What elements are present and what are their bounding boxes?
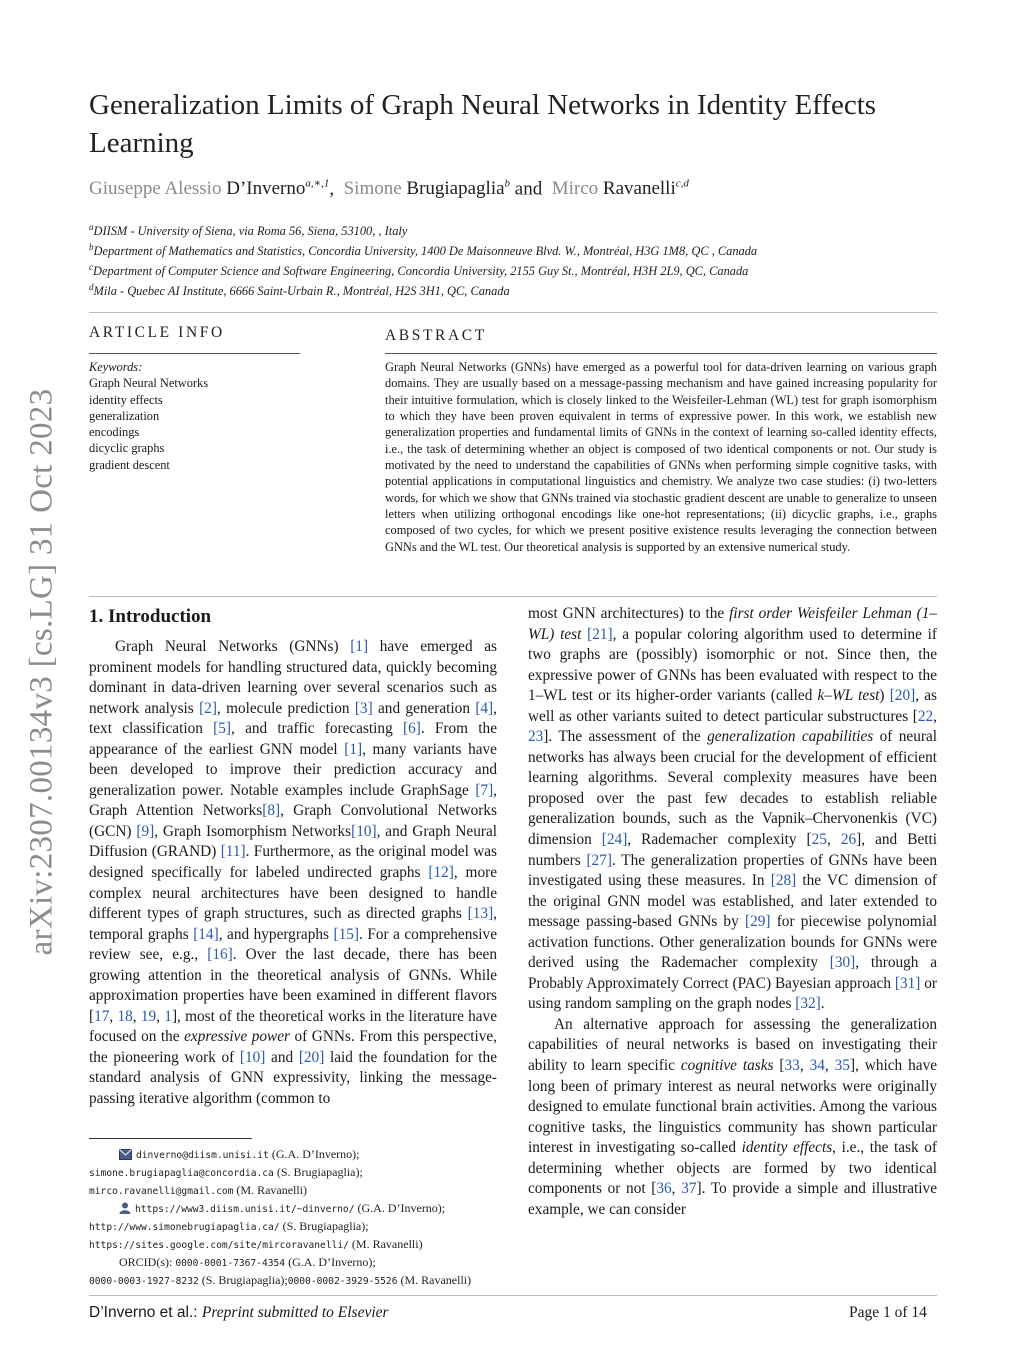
citation-link[interactable]: 1 [164, 1007, 172, 1025]
email-link[interactable]: simone.brugiapaglia@concordia.ca [89, 1168, 274, 1179]
citation-link[interactable]: [1] [344, 740, 363, 758]
citation-link[interactable]: [10] [351, 822, 377, 840]
emphasis-text: identity effects [741, 1139, 833, 1157]
citation-link[interactable]: [3] [354, 699, 373, 717]
affiliation-a: $^a$DIISM - University of Siena, via Roma 56, Siena, 53100, , Italy [89, 222, 408, 239]
footnote-orcid-line: 0000-0003-1927-8232 (S. Brugiapaglia);0000-0002-3929-5526 (M. Ravanelli) [89, 1273, 472, 1287]
abstract-heading: ABSTRACT [385, 327, 487, 344]
section-heading-introduction: 1. Introduction [89, 606, 212, 627]
emphasis-text: expressive power [184, 1028, 291, 1046]
citation-link[interactable]: [8] [262, 802, 281, 820]
citation-link[interactable]: 33 [784, 1057, 800, 1075]
citation-link[interactable]: 23 [528, 728, 544, 746]
footer-running-head [89, 1304, 389, 1322]
abstract-rule [385, 353, 937, 354]
citation-link[interactable]: [11] [220, 843, 246, 861]
keyword: Graph Neural Networks [89, 376, 209, 391]
email-icon [119, 1149, 132, 1160]
citation-link[interactable]: 35 [834, 1057, 850, 1075]
email-link[interactable]: mirco.ravanelli@gmail.com [89, 1186, 234, 1197]
body-column-right [528, 604, 937, 1220]
abstract-text: Graph Neural Networks (GNNs) have emerged as a powerful tool for data-driven learning on various graph domains. They are usually based on a message-passing mechanism and have gained increasing popularity for their intuitive formulation, which is closely linked to the Weisfeiler-Lehman (WL) test for graph isomorphism to which they have been proven equivalent in terms of expressive power. In this work, we establish new generalization properties and fundamental limits of GNNs in the context of learning so-called identity effects, i.e., the task of determining whether an object is composed of two identical components or not. Our study is motivated by the need to understand the capabilities of GNNs when performing simple cognitive tasks, with potential applications in computational linguistics and chemistry. We analyze two case studies: (i) two-letters words, for which we show that GNNs trained via stochastic gradient descent are unable to generalize to unseen letters when utilizing orthogonal encodings like one-hot representations; (ii) dicyclic graphs, i.e., graphs composed of two cycles, for which we present positive existence results leveraging the connection between GNNs and the WL test. Our theoretical analysis is supported by an extensive numerical study. [385, 360, 937, 554]
footnote-url-line: https://sites.google.com/site/mircoravanelli/ (M. Ravanelli) [89, 1237, 423, 1251]
citation-link[interactable]: [27] [586, 851, 612, 869]
citation-link[interactable]: [4] [475, 699, 494, 717]
citation-link[interactable]: [29] [744, 913, 771, 931]
homepage-link[interactable]: https://sites.google.com/site/mircoravanelli/ [89, 1240, 349, 1251]
citation-link[interactable]: 25 [811, 831, 827, 849]
affiliation-d: $^d$Mila - Quebec AI Institute, 6666 Saint-Urbain R., Montréal, H2S 3H1, QC, Canada [89, 282, 510, 299]
citation-link[interactable]: [24] [601, 831, 628, 849]
intro-paragraph-1: Graph Neural Networks (GNNs) [1] have emerged as prominent models for handling structured data, quickly becoming dominant in data-driven learning over several scenarios such as network analysis [2], molecule prediction [3] and generation [4], text classification [5], and traffic forecasting [6]. From the appearance of the earliest GNN model [1], many variants have been developed to improve their prediction accuracy and generalization power. Notable examples include GraphSage [7], Graph Attention Networks[8], Graph Convolutional Networks (GCN) [9], Graph Isomorphism Networks[10], and Graph Neural Diffusion (GRAND) [11]. Furthermore, as the original model was designed specifically for labeled undirected graphs [12], more complex neural architectures have been designed to handle different types of graph structures, such as directed graphs [13], temporal graphs [14], and hypergraphs [15]. For a comprehensive review see, e.g., [16]. Over the last decade, there has been growing attention in the theoretical analysis of GNNs. While approximation properties have been examined in different flavors [17, 18, 19, 1], most of the theoretical works in the literature have focused on the expressive power of GNNs. From this perspective, the pioneering work of [10] and [20] laid the foundation for the standard analysis of GNN expressivity, linking the message-passing iterative algorithm (common to [89, 638, 498, 1108]
keywords-block [89, 359, 208, 473]
citation-link[interactable]: [28] [770, 872, 797, 890]
citation-link[interactable]: [12] [428, 864, 454, 882]
author-3: Mirco Ravanelli$^{c,d}$ [551, 178, 689, 200]
footnote-email-line: dinverno@diism.unisi.it (G.A. D’Inverno); [89, 1146, 509, 1164]
citation-link[interactable]: [16] [207, 946, 233, 964]
header-divider [89, 312, 937, 313]
citation-link[interactable]: [15] [333, 925, 359, 943]
arxiv-side-stamp [12, 372, 72, 972]
page-number: Page 1 of 14 [849, 1304, 927, 1321]
affiliation-b: $^b$Department of Mathematics and Statistics, Concordia University, 1400 De Maisonneuve Blvd. W., Montréal, H3G 1M8, QC , Canada [89, 242, 758, 259]
homepage-link[interactable]: https://www3.diism.unisi.it/~dinverno/ [135, 1204, 355, 1215]
citation-link[interactable]: [9] [136, 822, 155, 840]
intro-paragraph-1-continued: most GNN architectures) to the first order Weisfeiler Lehman (1–WL) test [21], a popular coloring algorithm used to determine if two graphs are (possibly) isomorphic or not. Since then, the expressive power of GNNs has been evaluated with respect to the 1–WL test or its higher-order variants (called k–WL test) [20], as well as other variants suited to detect particular substructures [22, 23]. The assessment of the generalization capabilities of neural networks has always been crucial for the development of efficient learning algorithms. Several complexity measures have been proposed over the past few decades to establish reliable generalization bounds, such as the Vapnik–Chervonenkis (VC) dimension [24], Rademacher complexity [25, 26], and Betti numbers [27]. The generalization properties of GNNs have been investigated using these measures. In [28] the VC dimension of the original GNN model was established, and later extended to message passing-based GNNs by [29] for piecewise polynomial activation functions. Other generalization bounds for GNNs were derived using the Rademacher complexity [30], through a Probably Approximately Correct (PAC) Bayesian approach [31] or using random sampling on the graph nodes [32]. [528, 605, 938, 1013]
citation-link[interactable]: [7] [475, 781, 494, 799]
footnote-url-line: http://www.simonebrugiapaglia.ca/ (S. Brugiapaglia); [89, 1219, 369, 1233]
footer-note: Preprint submitted to Elsevier [201, 1304, 389, 1321]
citation-link[interactable]: [20] [889, 687, 916, 705]
keyword: generalization [89, 408, 160, 423]
article-info-heading: ARTICLE INFO [89, 324, 225, 341]
arxiv-identifier: arXiv:2307.00134v3 [cs.LG] 31 Oct 2023 [23, 388, 60, 956]
orcid-id[interactable]: 0000-0001-7367-4354 [175, 1258, 286, 1269]
footnote-email-line: mirco.ravanelli@gmail.com (M. Ravanelli) [89, 1183, 308, 1197]
footnote-rule [89, 1138, 252, 1139]
keyword: gradient descent [89, 457, 170, 472]
citation-link[interactable]: 19 [140, 1007, 157, 1025]
keywords-label: Keywords: [89, 360, 143, 374]
footnote-url-line: https://www3.diism.unisi.it/~dinverno/ (G.A. D’Inverno); [89, 1200, 509, 1218]
abstract-divider [89, 596, 937, 597]
emphasis-text: first order Weisfeiler Lehman (1–WL) test [528, 605, 938, 643]
body-column-left [89, 637, 497, 1110]
citation-link[interactable]: 37 [681, 1180, 697, 1198]
keyword: encodings [89, 425, 140, 440]
author-line: Giuseppe Alessio D’Inverno$^{a,∗,1}$, Simone Brugiapaglia$^b$ and Mirco Ravanelli$^{c,d}$ [89, 178, 689, 200]
person-icon [119, 1202, 131, 1214]
orcid-label: ORCID(s): [119, 1255, 173, 1269]
emphasis-text: generalization capabilities [707, 728, 874, 746]
paper-title: Generalization Limits of Graph Neural Networks in Identity Effects Learning [89, 89, 877, 159]
citation-link[interactable]: [32] [795, 995, 821, 1013]
citation-link[interactable]: 18 [117, 1007, 133, 1025]
citation-link[interactable]: 26 [840, 831, 857, 849]
emphasis-text: k–WL test [817, 687, 880, 705]
citation-link[interactable]: [6] [402, 720, 421, 738]
citation-link[interactable]: 22 [917, 707, 934, 725]
article-info-rule [89, 353, 300, 354]
citation-link[interactable]: 34 [809, 1057, 825, 1075]
footer-divider [89, 1295, 937, 1296]
keyword: identity effects [89, 392, 163, 407]
authors-joiner: and [514, 178, 543, 200]
citation-link[interactable]: 17 [94, 1007, 110, 1025]
citation-link[interactable]: [14] [193, 925, 219, 943]
footnote-orcid-line: ORCID(s): 0000-0001-7367-4354 (G.A. D’Inverno); [119, 1255, 376, 1269]
citation-link[interactable]: [5] [213, 720, 231, 738]
homepage-link[interactable]: http://www.simonebrugiapaglia.ca/ [89, 1222, 280, 1233]
author-2: Simone Brugiapaglia$^b$ [343, 178, 511, 200]
citation-link[interactable]: [10] [239, 1048, 266, 1066]
citation-link[interactable]: [1] [350, 638, 369, 655]
intro-paragraph-2: An alternative approach for assessing the generalization capabilities of neural networks is based on investigating their ability to learn specific cognitive tasks [33, 34, 35], which have long been of primary interest as neural networks were originally designed to emulate functional brain activities. Among the various cognitive tasks, the linguistics community has shown particular interest in investigating so-called identity effects, i.e., the task of determining whether objects are formed by two identical components or not [36, 37]. To provide a simple and illustrative example, we can consider [528, 1015, 938, 1218]
keyword: dicyclic graphs [89, 441, 165, 456]
orcid-id[interactable]: 0000-0003-1927-8232 [89, 1276, 199, 1287]
citation-link[interactable]: [31] [894, 974, 921, 992]
citation-link[interactable]: 36 [656, 1180, 672, 1198]
author-1: Giuseppe Alessio D’Inverno$^{a,∗,1}$ [89, 178, 330, 200]
footnote-email-line: simone.brugiapaglia@concordia.ca (S. Brugiapaglia); [89, 1165, 363, 1179]
citation-link[interactable]: [2] [199, 699, 217, 717]
citation-link[interactable]: [20] [298, 1048, 325, 1066]
orcid-id[interactable]: 0000-0002-3929-5526 [287, 1276, 398, 1287]
citation-link[interactable]: [13] [467, 905, 494, 923]
emphasis-text: cognitive tasks [680, 1057, 774, 1075]
affiliation-c: $^c$Department of Computer Science and Software Engineering, Concordia University, 2155 Guy St., Montréal, H3H 2L9, QC, Canada [89, 262, 749, 279]
email-link[interactable]: dinverno@diism.unisi.it [136, 1150, 269, 1161]
footnotes [89, 1146, 509, 1290]
citation-link[interactable]: [21] [587, 625, 613, 643]
footer-authors: D’Inverno et al.: [89, 1304, 198, 1321]
citation-link[interactable]: [30] [829, 954, 856, 972]
